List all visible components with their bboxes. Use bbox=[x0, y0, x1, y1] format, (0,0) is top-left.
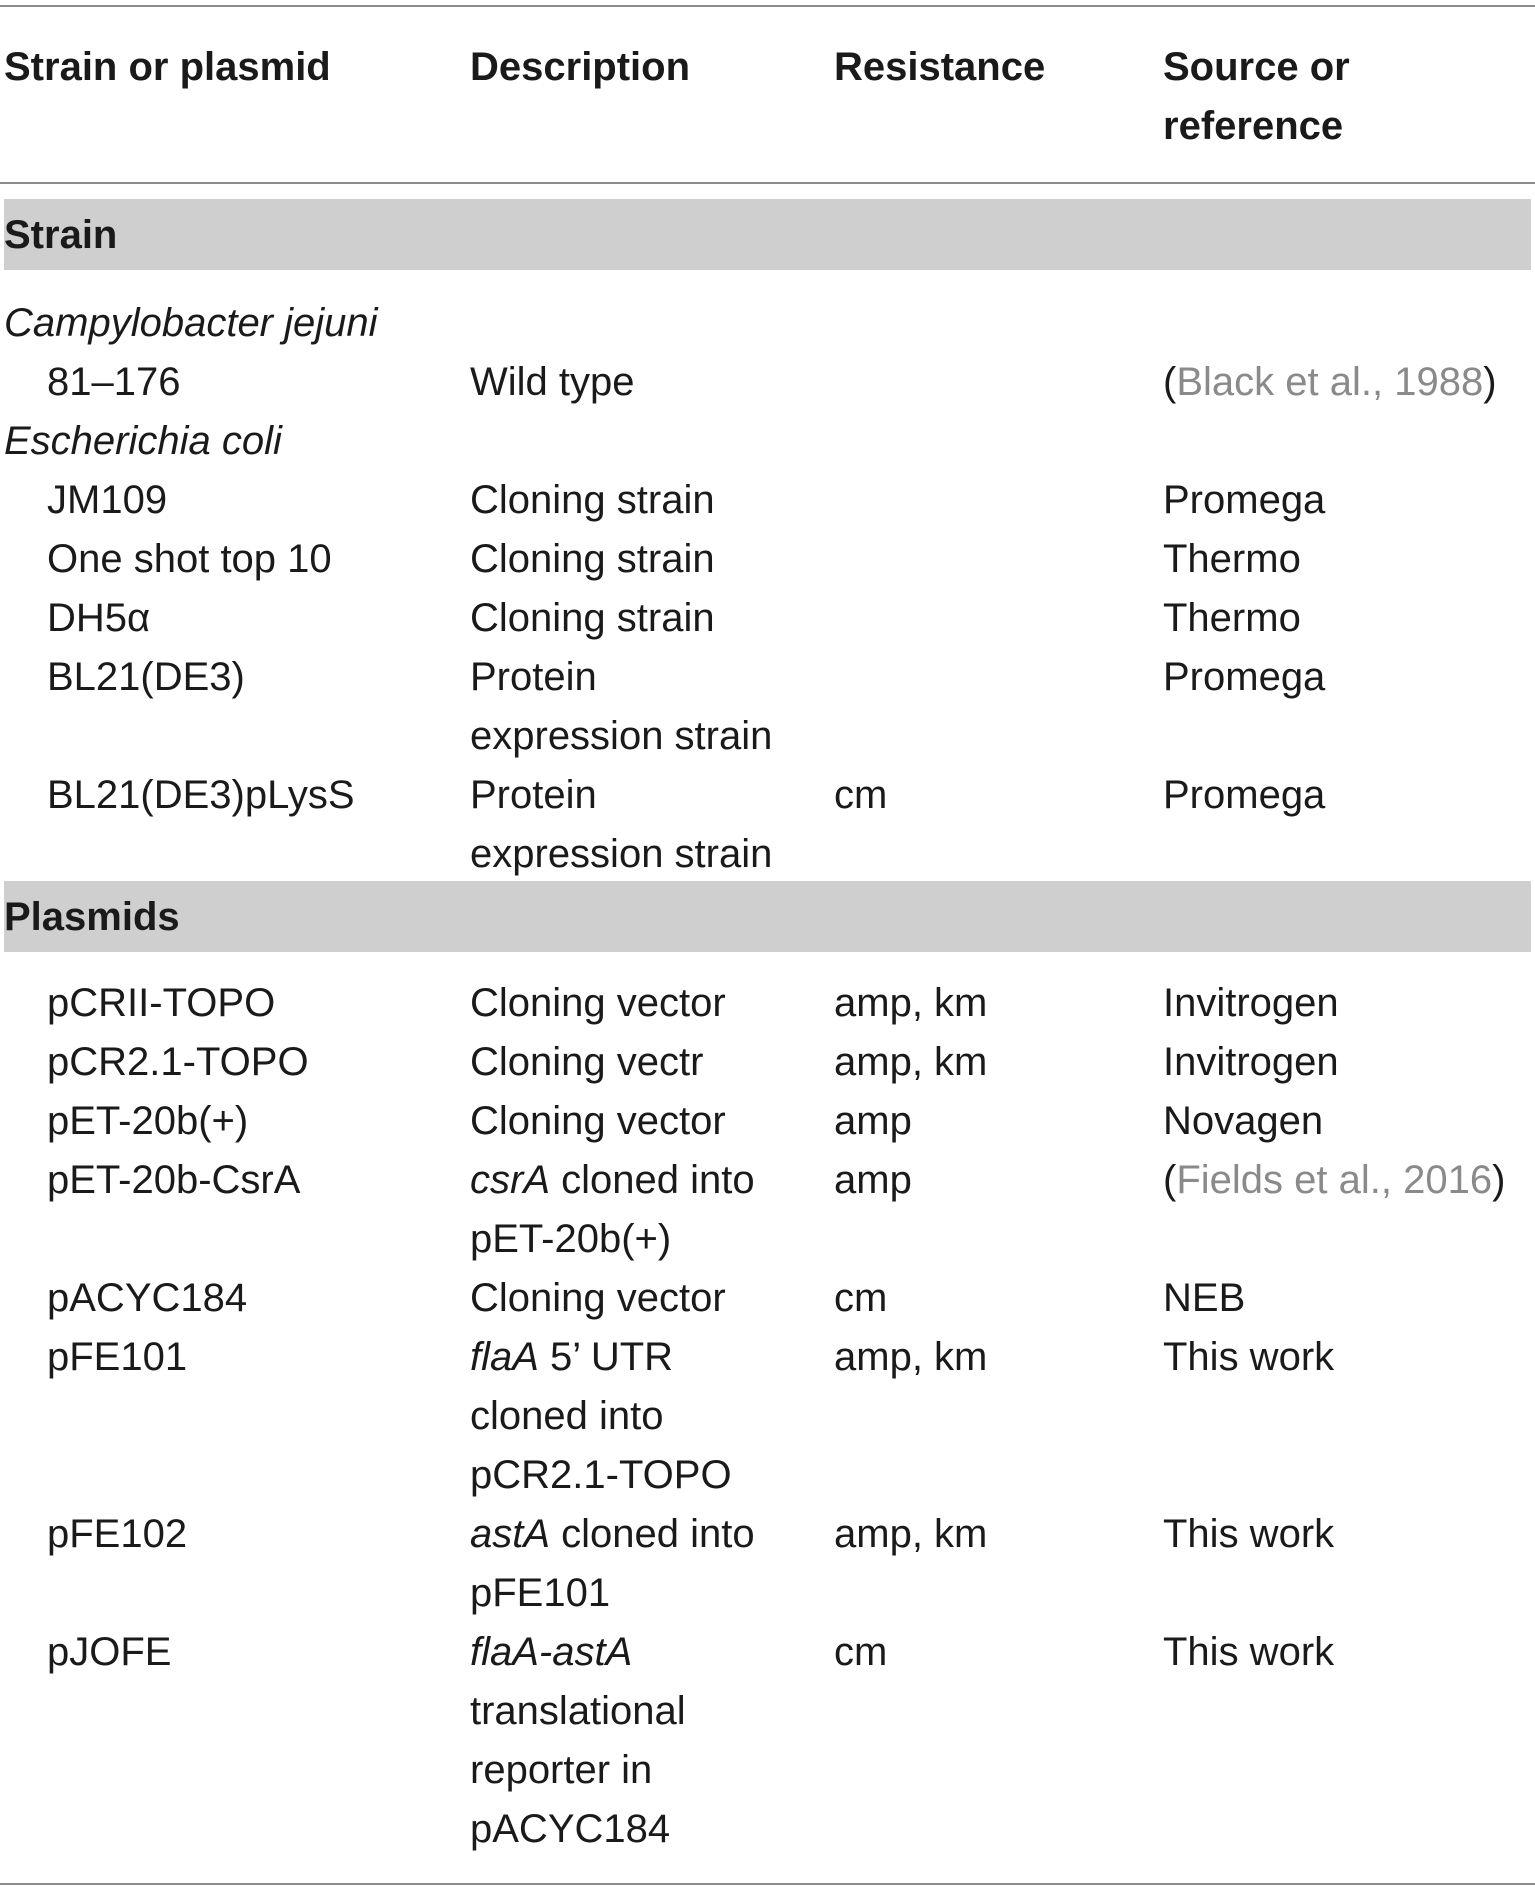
row-bl21plyss-resistance: cm bbox=[834, 773, 888, 817]
row-pjofe-desc-line3: reporter in bbox=[470, 1748, 653, 1792]
row-pfe101-desc-line2: cloned into bbox=[470, 1394, 664, 1438]
row-pfe102-source: This work bbox=[1163, 1512, 1335, 1556]
bottom-rule bbox=[0, 1883, 1535, 1885]
row-pcr21-desc: Cloning vectr bbox=[470, 1040, 704, 1084]
row-top10-source: Thermo bbox=[1163, 537, 1301, 581]
row-pfe101-name: pFE101 bbox=[47, 1335, 188, 1379]
row-pfe102-desc-line2: pFE101 bbox=[470, 1571, 611, 1615]
row-bl21plyss-desc-line1: Protein bbox=[470, 773, 597, 817]
section-title-strain: Strain bbox=[4, 213, 118, 257]
row-pfe101-resistance: amp, km bbox=[834, 1335, 988, 1379]
row-pet20b-csra-desc-line2: pET-20b(+) bbox=[470, 1217, 672, 1261]
row-pet20b-csra-name: pET-20b-CsrA bbox=[47, 1158, 301, 1202]
row-pjofe-name: pJOFE bbox=[47, 1630, 172, 1674]
header-strain-or-plasmid: Strain or plasmid bbox=[4, 45, 331, 89]
row-pet20b-csra-source: (Fields et al., 2016) bbox=[1163, 1158, 1506, 1202]
row-pfe101-desc-line1: flaA 5’ UTR bbox=[470, 1335, 674, 1379]
row-pet20b-desc: Cloning vector bbox=[470, 1099, 726, 1143]
row-pcr21-resistance: amp, km bbox=[834, 1040, 988, 1084]
row-pacyc184-name: pACYC184 bbox=[47, 1276, 248, 1320]
row-pacyc184-source: NEB bbox=[1163, 1276, 1246, 1320]
row-pjofe-desc-line4: pACYC184 bbox=[470, 1807, 671, 1851]
row-bl21plyss-source: Promega bbox=[1163, 773, 1326, 817]
row-81-176-source: (Black et al., 1988) bbox=[1163, 360, 1497, 404]
row-jm109-name: JM109 bbox=[47, 478, 168, 522]
row-pfe102-resistance: amp, km bbox=[834, 1512, 988, 1556]
section-title-plasmids: Plasmids bbox=[4, 895, 180, 939]
row-81-176-desc: Wild type bbox=[470, 360, 635, 404]
row-81-176-name: 81–176 bbox=[47, 360, 181, 404]
row-dh5a-desc: Cloning strain bbox=[470, 596, 715, 640]
row-jm109-desc: Cloning strain bbox=[470, 478, 715, 522]
header-rule bbox=[0, 182, 1535, 184]
row-pfe101-desc-line3: pCR2.1-TOPO bbox=[470, 1453, 732, 1497]
row-dh5a-name: DH5α bbox=[47, 596, 151, 640]
row-pjofe-desc-line1: flaA-astA bbox=[470, 1630, 633, 1674]
citation-black-1988[interactable]: Black et al., 1988 bbox=[1176, 360, 1484, 404]
row-pcrii-desc: Cloning vector bbox=[470, 981, 726, 1025]
row-pcrii-name: pCRII-TOPO bbox=[47, 981, 276, 1025]
organism-c-jejuni: Campylobacter jejuni bbox=[4, 301, 378, 345]
row-pcr21-name: pCR2.1-TOPO bbox=[47, 1040, 309, 1084]
top-rule bbox=[0, 5, 1535, 7]
header-source-line2: reference bbox=[1163, 104, 1344, 148]
organism-e-coli: Escherichia coli bbox=[4, 419, 282, 463]
row-pcrii-resistance: amp, km bbox=[834, 981, 988, 1025]
row-bl21-source: Promega bbox=[1163, 655, 1326, 699]
row-pcr21-source: Invitrogen bbox=[1163, 1040, 1339, 1084]
row-pjofe-desc-line2: translational bbox=[470, 1689, 686, 1733]
section-band-strain bbox=[4, 199, 1531, 270]
row-jm109-source: Promega bbox=[1163, 478, 1326, 522]
header-description: Description bbox=[470, 45, 691, 89]
row-bl21-name: BL21(DE3) bbox=[47, 655, 245, 699]
section-band-plasmids bbox=[4, 881, 1531, 952]
row-pfe102-name: pFE102 bbox=[47, 1512, 188, 1556]
header-source-line1: Source or bbox=[1163, 45, 1350, 89]
row-bl21plyss-name: BL21(DE3)pLysS bbox=[47, 773, 355, 817]
row-top10-desc: Cloning strain bbox=[470, 537, 715, 581]
row-pcrii-source: Invitrogen bbox=[1163, 981, 1339, 1025]
citation-fields-2016[interactable]: Fields et al., 2016 bbox=[1176, 1158, 1493, 1202]
row-bl21-desc-line2: expression strain bbox=[470, 714, 773, 758]
row-pjofe-source: This work bbox=[1163, 1630, 1335, 1674]
row-pjofe-resistance: cm bbox=[834, 1630, 888, 1674]
row-pet20b-resistance: amp bbox=[834, 1099, 912, 1143]
row-pfe102-desc-line1: astA cloned into bbox=[470, 1512, 755, 1556]
row-pfe101-source: This work bbox=[1163, 1335, 1335, 1379]
row-pet20b-csra-resistance: amp bbox=[834, 1158, 912, 1202]
header-resistance: Resistance bbox=[834, 45, 1046, 89]
row-pet20b-csra-desc-line1: csrA cloned into bbox=[470, 1158, 755, 1202]
row-dh5a-source: Thermo bbox=[1163, 596, 1301, 640]
row-top10-name: One shot top 10 bbox=[47, 537, 332, 581]
row-pacyc184-resistance: cm bbox=[834, 1276, 888, 1320]
row-pet20b-source: Novagen bbox=[1163, 1099, 1324, 1143]
row-pacyc184-desc: Cloning vector bbox=[470, 1276, 726, 1320]
row-bl21plyss-desc-line2: expression strain bbox=[470, 832, 773, 876]
row-bl21-desc-line1: Protein bbox=[470, 655, 597, 699]
row-pet20b-name: pET-20b(+) bbox=[47, 1099, 249, 1143]
